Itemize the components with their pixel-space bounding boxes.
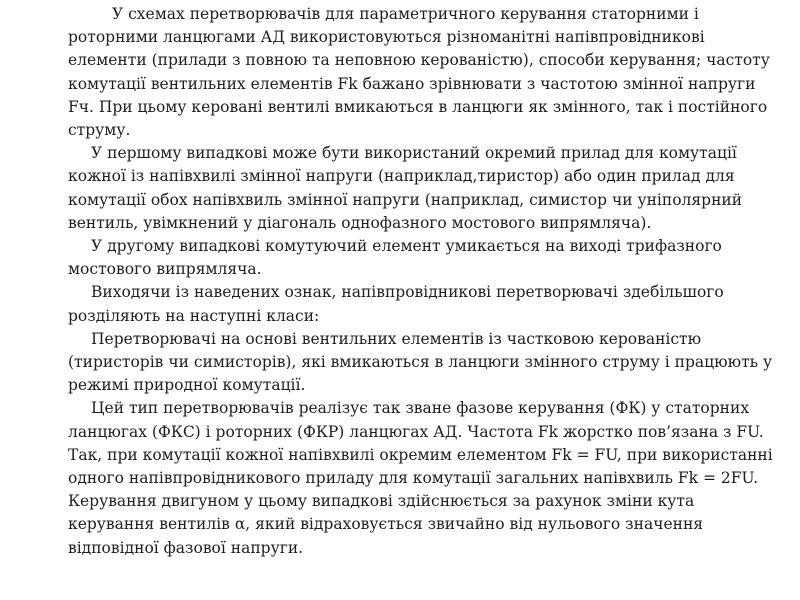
paragraph-first-case: У першому випадкові може бути використаний окремий прилад для комутації кожної із напівхвилі змінної напруги (наприклад,тиристор) або один прилад для комутації обох напівхвиль змінної напруги (наприклад, симистор чи уніполярний вентиль, увімкнений у діагональ однофазного мостового випрямляча). [68, 144, 743, 232]
paragraph-phase-control: Цей тип перетворювачів реалізує так зване фазове керування (ФК) у статорних ланцюгах (ФКС) і роторних (ФКР) ланцюгах АД. Частота Fk жорстко пов’язана з FU. Так, при комутації кожної напівхвилі окремим елементом Fk = FU, при використанні одного напівпровідникового приладу для комутації загальних напівхвиль Fk = 2FU. Керування двигуном у цьому випадкові здійснюється за рахунок зміни кута керування вентилів α, який відраховується звичайно від нульового значення відповідної фазової напруги. [68, 399, 773, 557]
paragraph-intro: У схемах перетворювачів для параметричного керування статорними і роторними ланцюгами АД використовуються різноманітні напівпровідникові елементи (прилади з повною та неповною керованістю), способи керування; частоту комутації вентильних елементів Fk бажано зрівнювати з частотою змінної напруги Fч. При цьому керовані вентилі вмикаються в ланцюги як змінного, так і постійного струму. [68, 5, 770, 140]
document-body [68, 3, 780, 560]
paragraph-second-case: У другому випадкові комутуючий елемент умикається на виході трифазного мостового випрямляча. [68, 237, 722, 279]
paragraph-classes: Виходячи із наведених ознак, напівпровідникові перетворювачі здебільшого розділяють на наступні класи: [68, 283, 724, 325]
paragraph-converters: Перетворювачі на основі вентильних елементів із частковою керованістю (тиристорів чи симисторів), які вмикаються в ланцюги змінного струму і працюють у режимі природної комутації. [68, 329, 773, 395]
